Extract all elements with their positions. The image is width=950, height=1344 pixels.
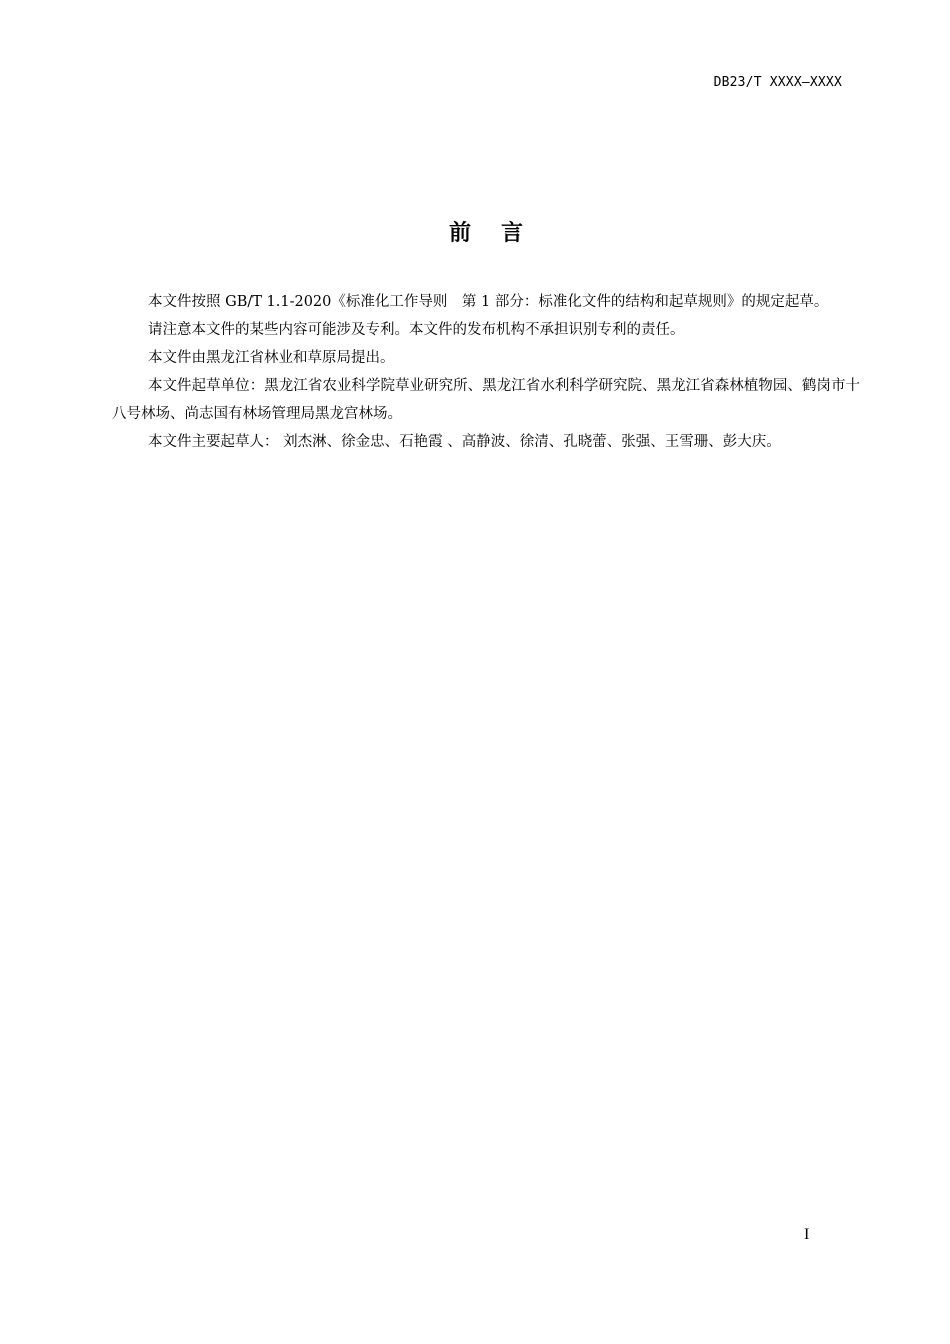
paragraph-drafting-units: 本文件起草单位：黑龙江省农业科学院草业研究所、黑龙江省水利科学研究院、黑龙江省森林植物园、鹤岗市十八号林场、尚志国有林场管理局黑龙宫林场。 bbox=[112, 378, 860, 422]
title-char-2: 言 bbox=[501, 221, 524, 246]
title-char-1: 前 bbox=[448, 221, 471, 246]
paragraph-proposer: 本文件由黑龙江省林业和草原局提出。 bbox=[148, 350, 395, 366]
paragraph-patent-notice: 请注意本文件的某些内容可能涉及专利。本文件的发布机构不承担识别专利的责任。 bbox=[148, 322, 685, 338]
page-number: I bbox=[804, 1226, 810, 1243]
foreword-body bbox=[112, 288, 860, 456]
paragraph-drafting-rules: 本文件按照 GB/T 1.1-2020《标准化工作导则 第 1 部分：标准化文件的结构和起草规则》的规定起草。 bbox=[148, 294, 829, 310]
standard-code-header: DB23/T XXXX—XXXX bbox=[713, 75, 842, 90]
paragraph-drafters: 本文件主要起草人： 刘杰淋、徐金忠、石艳霞 、高静波、徐清、孔晓蕾、张强、王雪珊、彭大庆。 bbox=[148, 434, 781, 450]
section-title bbox=[0, 216, 950, 247]
